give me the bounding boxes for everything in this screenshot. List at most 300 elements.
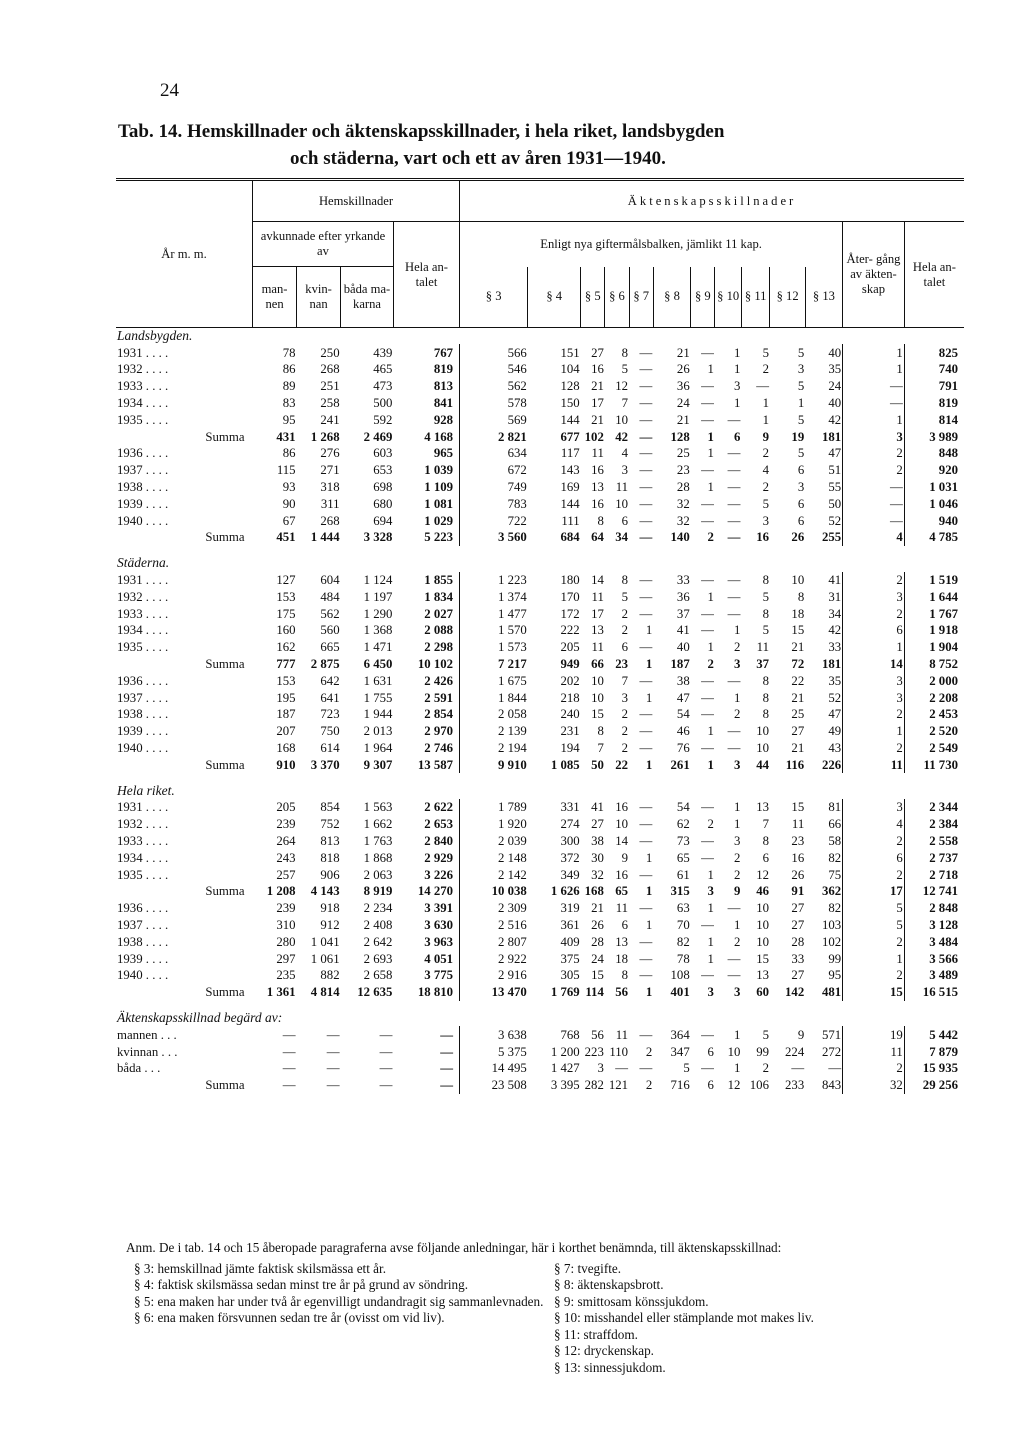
cell-p5: 26 xyxy=(591,917,604,932)
cell-p5: 11 xyxy=(591,640,604,655)
cell-hela: 813 xyxy=(433,379,454,394)
cell-p12: 25 xyxy=(791,707,805,722)
cell-p12: 91 xyxy=(791,884,805,899)
cell-p12: 28 xyxy=(791,934,805,949)
cell-bada: 2 469 xyxy=(363,429,393,444)
section-header-row xyxy=(116,555,964,572)
cell-p10: 1 xyxy=(733,800,741,815)
section-gap xyxy=(116,773,964,782)
cell-p10: 1 xyxy=(733,817,741,832)
cell-p11: 10 xyxy=(756,724,769,739)
cell-hela: 4 168 xyxy=(424,429,454,444)
cell-p5: 66 xyxy=(591,657,604,672)
header-hela-antalet-2: Hela an- talet xyxy=(904,222,964,328)
table-row xyxy=(116,411,964,428)
statistics-table xyxy=(116,178,964,1094)
cell-atergang: 2 xyxy=(843,605,905,622)
row-label: båda . . . xyxy=(117,1061,161,1076)
table-row xyxy=(116,512,964,529)
cell-p8: 32 xyxy=(676,496,690,511)
section-header-row xyxy=(116,1010,964,1027)
cell-hela: — xyxy=(440,1044,454,1059)
cell-p8: 73 xyxy=(676,834,690,848)
cell-p8: 347 xyxy=(670,1044,690,1059)
cell-bada: 6 450 xyxy=(363,657,393,672)
cell-p6: 65 xyxy=(615,884,629,899)
cell-p8: 37 xyxy=(676,606,690,621)
cell-mannen: 90 xyxy=(282,496,296,511)
cell-hela: 2 929 xyxy=(424,850,454,865)
cell-hela2: 29 256 xyxy=(904,1077,964,1094)
cell-p3: 1 573 xyxy=(460,639,528,656)
cell-kvinnan: 484 xyxy=(320,589,340,604)
cell-hela2: 2 453 xyxy=(904,706,964,723)
cell-p3: 634 xyxy=(460,445,528,462)
cell-p4: 144 xyxy=(560,496,580,511)
cell-p8: 5 xyxy=(683,1061,690,1076)
cell-p5: 17 xyxy=(591,606,604,621)
cell-p13: 58 xyxy=(828,834,842,848)
cell-p11: 5 xyxy=(762,623,769,638)
cell-hela: 928 xyxy=(433,412,454,427)
cell-p13: 41 xyxy=(828,573,842,588)
cell-p9: — xyxy=(701,1027,714,1042)
cell-atergang: 2 xyxy=(843,462,905,479)
cell-p10: 3 xyxy=(733,757,741,772)
cell-hela2: 2 558 xyxy=(904,833,964,850)
cell-p6: 6 xyxy=(621,917,629,932)
cell-atergang: — xyxy=(843,512,905,529)
cell-bada: 1 290 xyxy=(363,606,393,621)
cell-p9: — xyxy=(701,345,714,360)
cell-hela: 3 391 xyxy=(424,901,454,916)
cell-p6: 11 xyxy=(615,1027,629,1042)
cell-bada: 603 xyxy=(373,446,393,461)
cell-mannen: 910 xyxy=(276,757,296,772)
cell-p4: 104 xyxy=(560,362,580,377)
cell-p13: — xyxy=(828,1061,842,1076)
footnote-item: § 4: faktisk skilsmässa sedan minst tre år på grund av söndring. xyxy=(134,1277,469,1292)
cell-p8: 63 xyxy=(676,901,690,916)
cell-p11: 8 xyxy=(762,673,769,688)
cell-p3: 5 375 xyxy=(460,1043,528,1060)
table-row xyxy=(116,849,964,866)
cell-atergang: 2 xyxy=(843,866,905,883)
cell-p10: 2 xyxy=(733,640,741,655)
row-label: 1937 . . . . xyxy=(117,917,169,932)
cell-p9: — xyxy=(701,800,714,815)
cell-p5: 15 xyxy=(591,707,604,722)
table-row xyxy=(116,479,964,496)
cell-p7: — xyxy=(639,589,653,604)
cell-p7: — xyxy=(639,412,653,427)
cell-p11: 16 xyxy=(756,530,769,545)
cell-hela: — xyxy=(440,1078,454,1093)
cell-atergang: 1 xyxy=(843,361,905,378)
cell-hela: 2 854 xyxy=(424,707,454,722)
row-label: 1936 . . . . xyxy=(117,446,169,461)
cell-p12: 19 xyxy=(791,429,805,444)
cell-p6: 56 xyxy=(615,985,629,1000)
cell-p6: 10 xyxy=(615,817,629,832)
cell-p10: 2 xyxy=(733,707,741,722)
cell-p7: — xyxy=(639,429,653,444)
cell-p9: — xyxy=(701,379,714,394)
cell-kvinnan: 3 370 xyxy=(310,757,340,772)
cell-p13: 33 xyxy=(828,640,842,655)
cell-hela2: 2 718 xyxy=(904,866,964,883)
cell-p12: 3 xyxy=(797,362,805,377)
cell-p6: 34 xyxy=(615,530,629,545)
cell-p10: — xyxy=(727,951,741,966)
cell-p4: 409 xyxy=(560,934,580,949)
cell-hela2: 3 989 xyxy=(904,428,964,445)
cell-p6: 7 xyxy=(621,396,629,411)
header-paragraph-4: § 4 xyxy=(528,267,581,328)
note xyxy=(116,1240,976,1376)
summa-row xyxy=(116,428,964,445)
cell-hela2: 2 549 xyxy=(904,740,964,757)
cell-hela: 2 746 xyxy=(424,741,454,756)
cell-p8: 128 xyxy=(670,429,690,444)
cell-p7: — xyxy=(639,834,653,848)
cell-p13: 81 xyxy=(828,800,842,815)
cell-kvinnan: 1 061 xyxy=(310,951,340,966)
row-label: 1932 . . . . xyxy=(117,362,169,377)
cell-hela2: 1 767 xyxy=(904,605,964,622)
cell-mannen: 160 xyxy=(276,623,296,638)
row-label: 1934 . . . . xyxy=(117,623,169,638)
cell-p4: 3 395 xyxy=(550,1078,580,1093)
cell-atergang: 3 xyxy=(843,588,905,605)
row-label: mannen . . . xyxy=(117,1027,177,1042)
cell-p10: — xyxy=(727,496,741,511)
cell-p6: 2 xyxy=(621,741,629,756)
cell-p12: 27 xyxy=(791,724,805,739)
section-gap xyxy=(116,1001,964,1010)
cell-p10: 2 xyxy=(733,867,741,882)
cell-p5: 16 xyxy=(591,463,604,478)
cell-p7: 1 xyxy=(645,623,653,638)
cell-p13: 52 xyxy=(828,513,842,528)
row-label: 1932 . . . . xyxy=(117,817,169,832)
cell-p9: 1 xyxy=(707,901,714,916)
cell-p7: — xyxy=(639,673,653,688)
cell-hela2: 8 752 xyxy=(904,656,964,673)
cell-p6: 121 xyxy=(608,1078,629,1093)
cell-p5: 21 xyxy=(591,379,604,394)
cell-p5: 21 xyxy=(591,412,604,427)
cell-bada: 12 635 xyxy=(357,985,393,1000)
header-paragraph-12: § 12 xyxy=(770,267,805,328)
cell-p6: 18 xyxy=(615,951,629,966)
cell-bada: 1 964 xyxy=(363,741,393,756)
cell-kvinnan: 250 xyxy=(320,345,340,360)
cell-p3: 2 807 xyxy=(460,933,528,950)
footnote-item: § 11: straffdom. xyxy=(554,1326,638,1342)
cell-kvinnan: 854 xyxy=(320,800,340,815)
cell-p3: 672 xyxy=(460,462,528,479)
cell-p6: 2 xyxy=(621,623,629,638)
cell-p10: 2 xyxy=(733,934,741,949)
cell-p7: — xyxy=(639,573,653,588)
cell-hela: 3 226 xyxy=(424,867,454,882)
table-row xyxy=(116,572,964,589)
note-intro: Anm. De i tab. 14 och 15 åberopade paragraferna avse följande anledningar, här i korthet benämnda, till äktenskapsskillnad: xyxy=(126,1240,782,1255)
cell-p11: 3 xyxy=(762,513,769,528)
header-paragraph-8: § 8 xyxy=(653,267,690,328)
table-row xyxy=(116,1026,964,1043)
cell-p13: 40 xyxy=(828,345,842,360)
table-title-line-1: Tab. 14. Hemskillnader och äktenskapsskillnader, i hela riket, landsbygden xyxy=(118,121,725,142)
table-body xyxy=(116,328,964,1094)
cell-kvinnan: 560 xyxy=(320,623,340,638)
cell-p6: 5 xyxy=(621,589,629,604)
cell-hela2: 940 xyxy=(904,512,964,529)
cell-hela2: 3 484 xyxy=(904,933,964,950)
cell-mannen: — xyxy=(282,1078,296,1093)
cell-p11: 10 xyxy=(756,934,769,949)
cell-p8: 36 xyxy=(676,589,690,604)
cell-mannen: 67 xyxy=(282,513,296,528)
cell-bada: 2 013 xyxy=(363,724,393,739)
cell-bada: 1 763 xyxy=(363,834,393,848)
cell-p12: 21 xyxy=(791,690,805,705)
cell-p4: 1 200 xyxy=(550,1044,580,1059)
cell-p12: 27 xyxy=(791,917,805,932)
cell-p9: 1 xyxy=(707,934,714,949)
row-label: Summa xyxy=(205,657,245,672)
cell-p13: 99 xyxy=(828,951,842,966)
cell-p12: 21 xyxy=(791,741,805,756)
cell-p6: 8 xyxy=(621,968,629,983)
cell-p5: 11 xyxy=(591,589,604,604)
cell-p6: 8 xyxy=(621,345,629,360)
cell-mannen: 162 xyxy=(276,640,296,655)
cell-bada: 3 328 xyxy=(363,530,393,545)
cell-mannen: — xyxy=(282,1027,296,1042)
cell-p4: 172 xyxy=(560,606,580,621)
cell-p8: 41 xyxy=(676,623,690,638)
cell-atergang: 3 xyxy=(843,799,905,816)
cell-kvinnan: 562 xyxy=(320,606,340,621)
cell-bada: 1 197 xyxy=(363,589,393,604)
cell-p12: 1 xyxy=(797,396,805,411)
cell-hela2: 1 031 xyxy=(904,479,964,496)
cell-p13: 481 xyxy=(821,985,842,1000)
row-label: 1933 . . . . xyxy=(117,379,169,394)
cell-p5: 15 xyxy=(591,968,604,983)
table-row xyxy=(116,361,964,378)
cell-hela2: 5 442 xyxy=(904,1026,964,1043)
table-row xyxy=(116,378,964,395)
cell-kvinnan: — xyxy=(326,1027,340,1042)
cell-p10: — xyxy=(727,463,741,478)
cell-hela2: 740 xyxy=(904,361,964,378)
cell-bada: 473 xyxy=(373,379,393,394)
cell-kvinnan: 271 xyxy=(320,463,340,478)
cell-p7: — xyxy=(639,530,653,545)
cell-p4: 1 626 xyxy=(550,884,580,899)
cell-p6: 3 xyxy=(621,690,629,705)
cell-p3: 7 217 xyxy=(460,656,528,673)
cell-p4: 117 xyxy=(560,446,580,461)
summa-row xyxy=(116,1077,964,1094)
cell-p8: 54 xyxy=(676,800,690,815)
cell-p8: 70 xyxy=(676,917,690,932)
cell-p8: 62 xyxy=(676,817,690,832)
cell-hela: 841 xyxy=(433,396,454,411)
cell-bada: 2 408 xyxy=(363,917,393,932)
cell-p5: 10 xyxy=(591,690,604,705)
cell-p13: 50 xyxy=(828,496,842,511)
cell-p6: 8 xyxy=(621,573,629,588)
cell-p5: 16 xyxy=(591,362,604,377)
cell-p9: — xyxy=(701,463,714,478)
row-label: 1933 . . . . xyxy=(117,606,169,621)
row-label: Summa xyxy=(205,1078,245,1093)
footnote-item: § 6: ena maken försvunnen sedan tre år (ovisst om vid liv). xyxy=(134,1310,445,1325)
cell-p4: 949 xyxy=(560,657,580,672)
cell-p11: 106 xyxy=(749,1078,769,1093)
cell-p6: 2 xyxy=(621,606,629,621)
cell-p3: 10 038 xyxy=(460,883,528,900)
cell-mannen: 239 xyxy=(276,901,296,916)
cell-p9: — xyxy=(701,412,714,427)
cell-hela2: 2 520 xyxy=(904,723,964,740)
cell-mannen: 93 xyxy=(282,480,296,495)
cell-p12: 5 xyxy=(797,379,805,394)
cell-p12: 6 xyxy=(797,496,805,511)
cell-p3: 749 xyxy=(460,479,528,496)
cell-p4: 684 xyxy=(560,530,580,545)
cell-p12: 224 xyxy=(785,1044,805,1059)
cell-kvinnan: 268 xyxy=(320,362,340,377)
cell-p10: — xyxy=(727,901,741,916)
cell-mannen: 153 xyxy=(276,589,296,604)
cell-p5: 13 xyxy=(591,480,604,495)
cell-p9: 2 xyxy=(707,530,714,545)
table-row xyxy=(116,900,964,917)
cell-mannen: 207 xyxy=(276,724,296,739)
cell-p9: 1 xyxy=(707,724,714,739)
cell-p13: 51 xyxy=(828,463,842,478)
cell-p4: 677 xyxy=(560,429,580,444)
cell-p12: 26 xyxy=(791,867,805,882)
cell-p13: 42 xyxy=(828,412,842,427)
cell-hela: 2 426 xyxy=(424,673,454,688)
cell-kvinnan: 251 xyxy=(320,379,340,394)
cell-kvinnan: 614 xyxy=(320,741,340,756)
cell-hela: 2 088 xyxy=(424,623,454,638)
row-label: 1934 . . . . xyxy=(117,850,169,865)
cell-p5: 7 xyxy=(597,741,604,756)
cell-mannen: 86 xyxy=(282,446,296,461)
summa-row xyxy=(116,529,964,546)
table-title xyxy=(118,118,978,172)
cell-hela: 767 xyxy=(433,345,454,360)
cell-p7: — xyxy=(639,800,653,815)
cell-p10: 1 xyxy=(733,396,741,411)
cell-mannen: 297 xyxy=(276,951,296,966)
cell-p8: 21 xyxy=(676,345,690,360)
header-enligt: Enligt nya giftermålsbalken, jämlikt 11 kap. xyxy=(460,222,843,267)
cell-mannen: 280 xyxy=(276,934,296,949)
cell-p6: 2 xyxy=(621,724,629,739)
table-row xyxy=(116,833,964,850)
cell-kvinnan: 918 xyxy=(320,901,340,916)
cell-bada: 500 xyxy=(373,396,393,411)
cell-p7: — xyxy=(639,606,653,621)
cell-kvinnan: 642 xyxy=(320,673,340,688)
table-row xyxy=(116,706,964,723)
cell-p11: 10 xyxy=(756,901,769,916)
cell-p8: 46 xyxy=(676,724,690,739)
cell-mannen: 264 xyxy=(276,834,296,848)
cell-p3: 2 148 xyxy=(460,849,528,866)
cell-p4: 319 xyxy=(560,901,580,916)
row-label: 1940 . . . . xyxy=(117,513,169,528)
cell-atergang: 1 xyxy=(843,950,905,967)
cell-atergang: 2 xyxy=(843,706,905,723)
cell-p13: 47 xyxy=(828,707,842,722)
cell-hela: 2 591 xyxy=(424,690,454,705)
cell-p5: 11 xyxy=(591,446,604,461)
section-title: Hela riket. xyxy=(117,782,175,798)
cell-p11: 8 xyxy=(762,573,769,588)
cell-p8: 716 xyxy=(670,1078,690,1093)
cell-atergang: 2 xyxy=(843,933,905,950)
cell-kvinnan: 912 xyxy=(320,917,340,932)
cell-kvinnan: — xyxy=(326,1061,340,1076)
cell-p10: — xyxy=(727,513,741,528)
cell-hela: 1 029 xyxy=(424,513,454,528)
cell-kvinnan: 311 xyxy=(320,496,340,511)
cell-p11: 7 xyxy=(762,817,769,832)
cell-p4: 180 xyxy=(560,573,580,588)
cell-p13: 82 xyxy=(828,850,842,865)
cell-p12: 72 xyxy=(791,657,805,672)
cell-mannen: 89 xyxy=(282,379,296,394)
cell-p12: — xyxy=(791,1061,805,1076)
cell-p4: 111 xyxy=(561,513,580,528)
footnote-item: § 8: äktenskapsbrott. xyxy=(554,1277,664,1292)
cell-kvinnan: 665 xyxy=(320,640,340,655)
table-row xyxy=(116,740,964,757)
header-paragraph-10: § 10 xyxy=(715,267,741,328)
cell-p11: 9 xyxy=(762,429,769,444)
cell-p6: 12 xyxy=(615,379,629,394)
row-label: Summa xyxy=(205,530,245,545)
cell-p7: — xyxy=(639,741,653,756)
header-paragraph-13: § 13 xyxy=(805,267,842,328)
cell-p11: 13 xyxy=(756,968,769,983)
cell-p11: 2 xyxy=(762,1061,769,1076)
row-label: Summa xyxy=(205,757,245,772)
cell-p3: 2 516 xyxy=(460,917,528,934)
row-label: kvinnan . . . xyxy=(117,1044,178,1059)
cell-hela2: 2 848 xyxy=(904,900,964,917)
cell-p12: 16 xyxy=(791,850,805,865)
table-row xyxy=(116,933,964,950)
cell-p4: 300 xyxy=(560,834,580,848)
table-row xyxy=(116,799,964,816)
cell-p9: 6 xyxy=(707,1044,714,1059)
cell-p11: 10 xyxy=(756,917,769,932)
cell-hela2: 3 489 xyxy=(904,967,964,984)
cell-p3: 3 560 xyxy=(460,529,528,546)
table-row xyxy=(116,816,964,833)
